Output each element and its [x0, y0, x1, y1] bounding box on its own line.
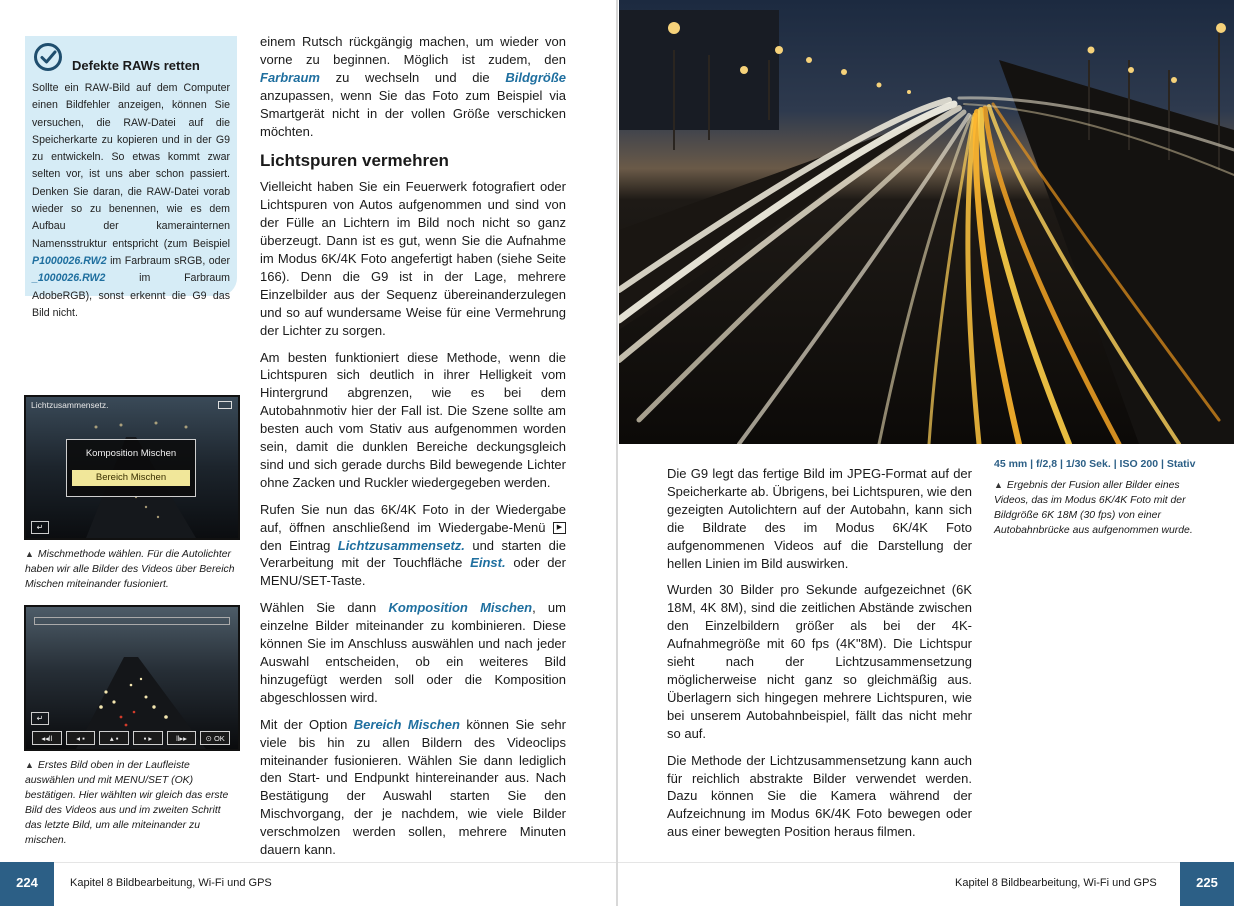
running-footer-right: Kapitel 8 Bildbearbeitung, Wi-Fi und GPS	[955, 877, 1157, 889]
caption-marker: ▲	[25, 549, 34, 559]
footer-rule-left	[54, 862, 616, 863]
playback-menu-icon: ▶	[553, 522, 566, 534]
paragraph: Die G9 legt das fertige Bild im JPEG-Format auf der Speicherkarte ab. Übrigens, bei Lichtspuren, wie den gezeigten Autolichtern auf der Autobahn, kann sich die Bildrate des im Modus 6K/4K Foto aufgenommenen Videos auf die Darstellung der hellen Linien im Bild auswirken.	[667, 466, 972, 571]
light-trails-photo	[619, 0, 1234, 444]
prev-frame-button[interactable]: ◂ ▪	[66, 731, 96, 745]
back-button[interactable]: ↵	[31, 521, 49, 534]
filename-adobergb: _1000026.RW2	[32, 272, 106, 285]
page-spine	[616, 0, 618, 906]
paragraph: Am besten funktioniert diese Methode, wenn die Lichtspuren sich deutlich in ihrer Helligkeit vom Hintergrund abgrenzen, wie es bei dem Autobahnmotiv hier der Fall ist. Die Szene sollte am besten auch vom Stativ aus aufgenommen worden sein, damit die dunklen Bereiche deckungsgleich sind und sich gerade durchs Bild bewegende Lichter ohne Zacken und Ruckler wiedergegeben werden.	[260, 349, 566, 490]
running-footer-left: Kapitel 8 Bildbearbeitung, Wi-Fi und GPS	[70, 877, 272, 889]
camera-screen-blend-method	[24, 395, 240, 540]
caption-frame-select: ▲ Erstes Bild oben in der Laufleiste auswählen und mit MENU/SET (OK) bestätigen. Hier wählten wir gleich das erste Bild des Videos aus und im zweiten Schritt das letzte Bild, um alle miteinander zu mischen.	[25, 760, 229, 846]
term-lichtzusammensetz: Lichtzusammensetz.	[337, 537, 465, 553]
screen-title: Lichtzusammensetz.	[31, 400, 109, 410]
camera-screen-frame-select	[24, 605, 240, 751]
option-komposition-mischen[interactable]: Komposition Mischen	[85, 448, 177, 459]
option-bereich-mischen[interactable]: Bereich Mischen	[72, 470, 190, 486]
page-number-right: 225	[1180, 862, 1234, 906]
back-button[interactable]: ↵	[31, 712, 49, 725]
right-text-column	[667, 465, 972, 850]
paragraph: Vielleicht haben Sie ein Feuerwerk fotografiert oder Lichtspuren von Autos aufgenommen und sind von der Fülle an Lichtern im Bild noch nicht so ganz überzeugt. Dann ist es gut, wenn Sie die Aufnahme im Modus 6K/4K Foto angefertigt haben (siehe Seite 166). Denn die G9 ist in der Lage, mehrere Einzelbilder aus der Sequenz übereinanderzulegen und so auf wundersame Weise für eine Vermehrung der Lichter zu sorgen.	[260, 179, 566, 338]
caption-blend-method: ▲ Mischmethode wählen. Für die Autolichter haben wir alle Bilder des Videos über Bereich Mischen miteinander fusioniert.	[25, 549, 235, 590]
footer-rule-right	[618, 862, 1180, 863]
term-bildgroesse: Bildgröße	[505, 69, 566, 85]
fast-forward-button[interactable]: ll▸▸	[167, 731, 197, 745]
left-text-column	[260, 33, 566, 868]
term-einst: Einst.	[470, 555, 506, 571]
frame-scrub-bar[interactable]	[34, 617, 230, 625]
tip-title: Defekte RAWs retten	[72, 58, 200, 73]
page-number-left: 224	[0, 862, 54, 906]
exif-info: 45 mm | f/2,8 | 1/30 Sek. | ISO 200 | Stativ	[994, 458, 1196, 470]
paragraph: einem Rutsch rückgängig machen, um wieder von vorne zu beginnen. Möglich ist zudem, den Farbraum zu wechseln und die Bildgröße anzupassen, wenn Sie das Foto zum Beispiel via Smartgerät nicht in der vollen Größe verschicken möchten.	[260, 34, 566, 139]
paragraph: Wählen Sie dann Komposition Mischen, um einzelne Bilder miteinander zu kombinieren. Diese können Sie im Anschluss auswählen und nach jeder Auswahl entscheiden, ob ein weiteres Bild hinzugefügt werden soll oder die Komposition abgeschlossen wird.	[260, 600, 566, 705]
caption-photo: ▲ Ergebnis der Fusion aller Bilder eines Videos, das im Modus 6K/4K Foto mit der Bildgröße 6K 18M (30 fps) von einer Autobahnbrücke aus aufgenommen wurde.	[994, 480, 1193, 536]
tip-body: Sollte ein RAW-Bild auf dem Computer einen Bildfehler anzeigen, können Sie versuchen, die RAW-Datei auf die Speicherkarte zu kopieren und in der G9 zu entwickeln. So etwas kommt zwar selten vor, ist uns aber schon passiert. Denken Sie daran, die RAW-Datei vorab wieder so zu benennen, wie es dem Aufbau der kamerainternen Namensstruktur entspricht (zum Beispiel P1000026.RW2 im Farbraum sRGB, oder _1000026.RW2 im Farbraum AdobeRGB), sonst erkennt die G9 das Bild nicht.	[32, 82, 230, 319]
battery-icon	[218, 401, 232, 409]
term-bereich-mischen: Bereich Mischen	[353, 716, 460, 732]
blend-method-dialog	[66, 439, 196, 497]
playback-control-bar	[32, 731, 230, 745]
paragraph: Mit der Option Bereich Mischen können Sie sehr viele bis hin zu allen Bildern des Videoclips miteinander fusionieren. Wählen Sie dann lediglich den Start- und Endpunkt hintereinander aus. Nach Bestätigung der Auswahl starten Sie den Mischvorgang, der je nachdem, wie viele Bilder verschmolzen werden sollen, mehrere Minuten dauern kann.	[260, 716, 566, 858]
highway-frame-background	[26, 607, 238, 749]
checkmark-circle-icon	[33, 42, 63, 72]
filename-srgb: P1000026.RW2	[32, 254, 107, 267]
section-heading: Lichtspuren vermehren	[260, 151, 449, 171]
ok-button[interactable]: ⊙ OK	[200, 731, 230, 745]
paragraph: Rufen Sie nun das 6K/4K Foto in der Wiedergabe auf, öffnen anschließend im Wiedergabe-Menü ▶ den Eintrag Lichtzusammensetz. und starten die Verarbeitung mit der Touchfläche Einst. oder der MENU/SET-Taste.	[260, 501, 566, 589]
rewind-button[interactable]: ◂◂ll	[32, 731, 62, 745]
next-frame-button[interactable]: ▪ ▸	[133, 731, 163, 745]
paragraph: Die Methode der Lichtzusammensetzung kann auch für reichlich abstrakte Bilder verwendet werden. Dazu können Sie die Kamera während der Aufzeichnung im Modus 6K/4K Foto bewegen oder aus einer bewegten Position heraus filmen.	[667, 752, 972, 840]
term-komposition-mischen: Komposition Mischen	[388, 600, 533, 616]
caption-marker: ▲	[994, 480, 1003, 490]
play-button[interactable]: ▴ ▪	[99, 731, 129, 745]
paragraph: Wurden 30 Bilder pro Sekunde aufgezeichnet (6K 18M, 4K 8M), sind die zeitlichen Abstände zwischen den Einzelbildern größer als bei der 4K-Aufnahmegröße mit 60 fps (4K"8M). Die Lichtspur sieht nach der Lichtzusammensetzung möglicherweise nicht ganz so gleichmäßig aus. Überlagern sich hingegen mehrere Lichtspuren, wie bei unserem Autobahnbeispiel, fällt das nicht mehr so auf.	[667, 582, 972, 741]
term-farbraum: Farbraum	[260, 69, 320, 85]
caption-marker: ▲	[25, 760, 34, 770]
